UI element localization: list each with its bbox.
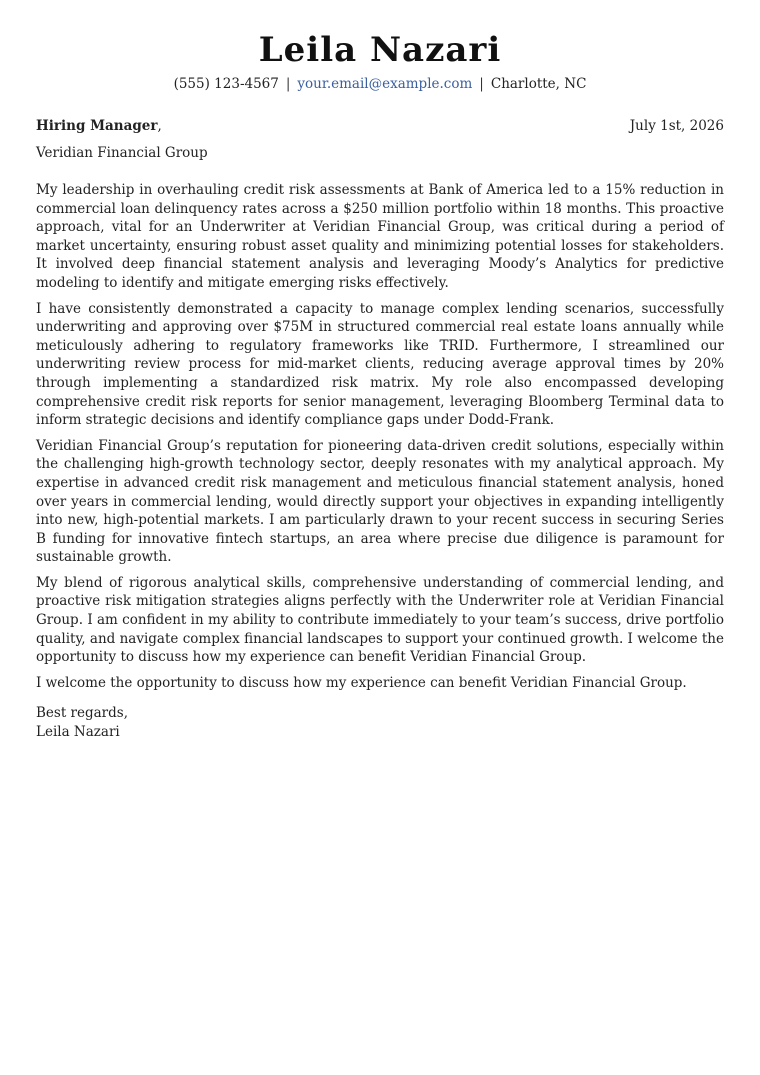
- closing-salutation: Best regards,: [36, 705, 129, 722]
- recipient-company: Veridian Financial Group: [36, 145, 208, 161]
- phone-number: (555) 123-4567: [173, 76, 279, 92]
- body-paragraph: I welcome the opportunity to discuss how my experience can benefit Veridian Financial Group.: [36, 674, 687, 691]
- recipient-title: Hiring Manager: [36, 118, 158, 134]
- contact-separator: |: [285, 76, 291, 92]
- letter-date: July 1st, 2026: [629, 118, 724, 134]
- recipient-suffix: ,: [157, 118, 162, 134]
- signature-name: Leila Nazari: [36, 724, 120, 741]
- location: Charlotte, NC: [490, 76, 587, 92]
- recipient-date-row: [36, 116, 724, 136]
- body-paragraph: I have consistently demonstrated a capacity to manage complex lending scenarios, successfully underwriting and approving over $75M in structured commercial real estate loans annually while meticulously adhering to regulatory frameworks like TRID. Furthermore, I streamlined our underwriting review process for mid-market clients, reducing average approval times by 20% through implementing a standardized risk matrix. My role also encompassed developing comprehensive credit risk reports for senior management, leveraging Bloomberg Terminal data to inform strategic decisions and identify compliance gaps under Dodd-Frank.: [36, 300, 724, 429]
- contact-line: [36, 74, 724, 94]
- body-paragraph: Veridian Financial Group’s reputation for pioneering data-driven credit solutions, especially within the challenging high-growth technology sector, deeply resonates with my analytical approach. My expertise in advanced credit risk management and meticulous financial statement analysis, honed over years in commercial lending, would directly support your objectives in expanding intelligently into new, high-potential markets. I am particularly drawn to your recent success in securing Series B funding for innovative fintech startups, an area where precise due diligence is paramount for sustainable growth.: [36, 437, 724, 566]
- email-link[interactable]: your.email@example.com: [297, 76, 473, 92]
- letter-body: [36, 181, 724, 692]
- contact-separator: |: [479, 76, 484, 92]
- body-paragraph: My leadership in overhauling credit risk assessments at Bank of America led to a 15% reduction in commercial loan delinquency rates across a $250 million portfolio within 18 months. This proactive approach, vital for an Underwriter at Veridian Financial Group, was critical during a period of market uncertainty, ensuring robust asset quality and minimizing potential losses for stakeholders. It involved deep financial statement analysis and leveraging Moody’s Analytics for predictive modeling to identify and mitigate emerging risks effectively.: [36, 182, 724, 291]
- letter-closing: [36, 704, 724, 742]
- applicant-name: Leila Nazari: [258, 30, 502, 70]
- recipient-line: [36, 116, 162, 136]
- body-paragraph: My blend of rigorous analytical skills, comprehensive understanding of commercial lending, and proactive risk mitigation strategies aligns perfectly with the Underwriter role at Veridian Financial Group. I am confident in my ability to contribute immediately to your team’s success, drive portfolio quality, and navigate complex financial landscapes to support your continued growth. I welcome the opportunity to discuss how my experience can benefit Veridian Financial Group.: [36, 574, 724, 666]
